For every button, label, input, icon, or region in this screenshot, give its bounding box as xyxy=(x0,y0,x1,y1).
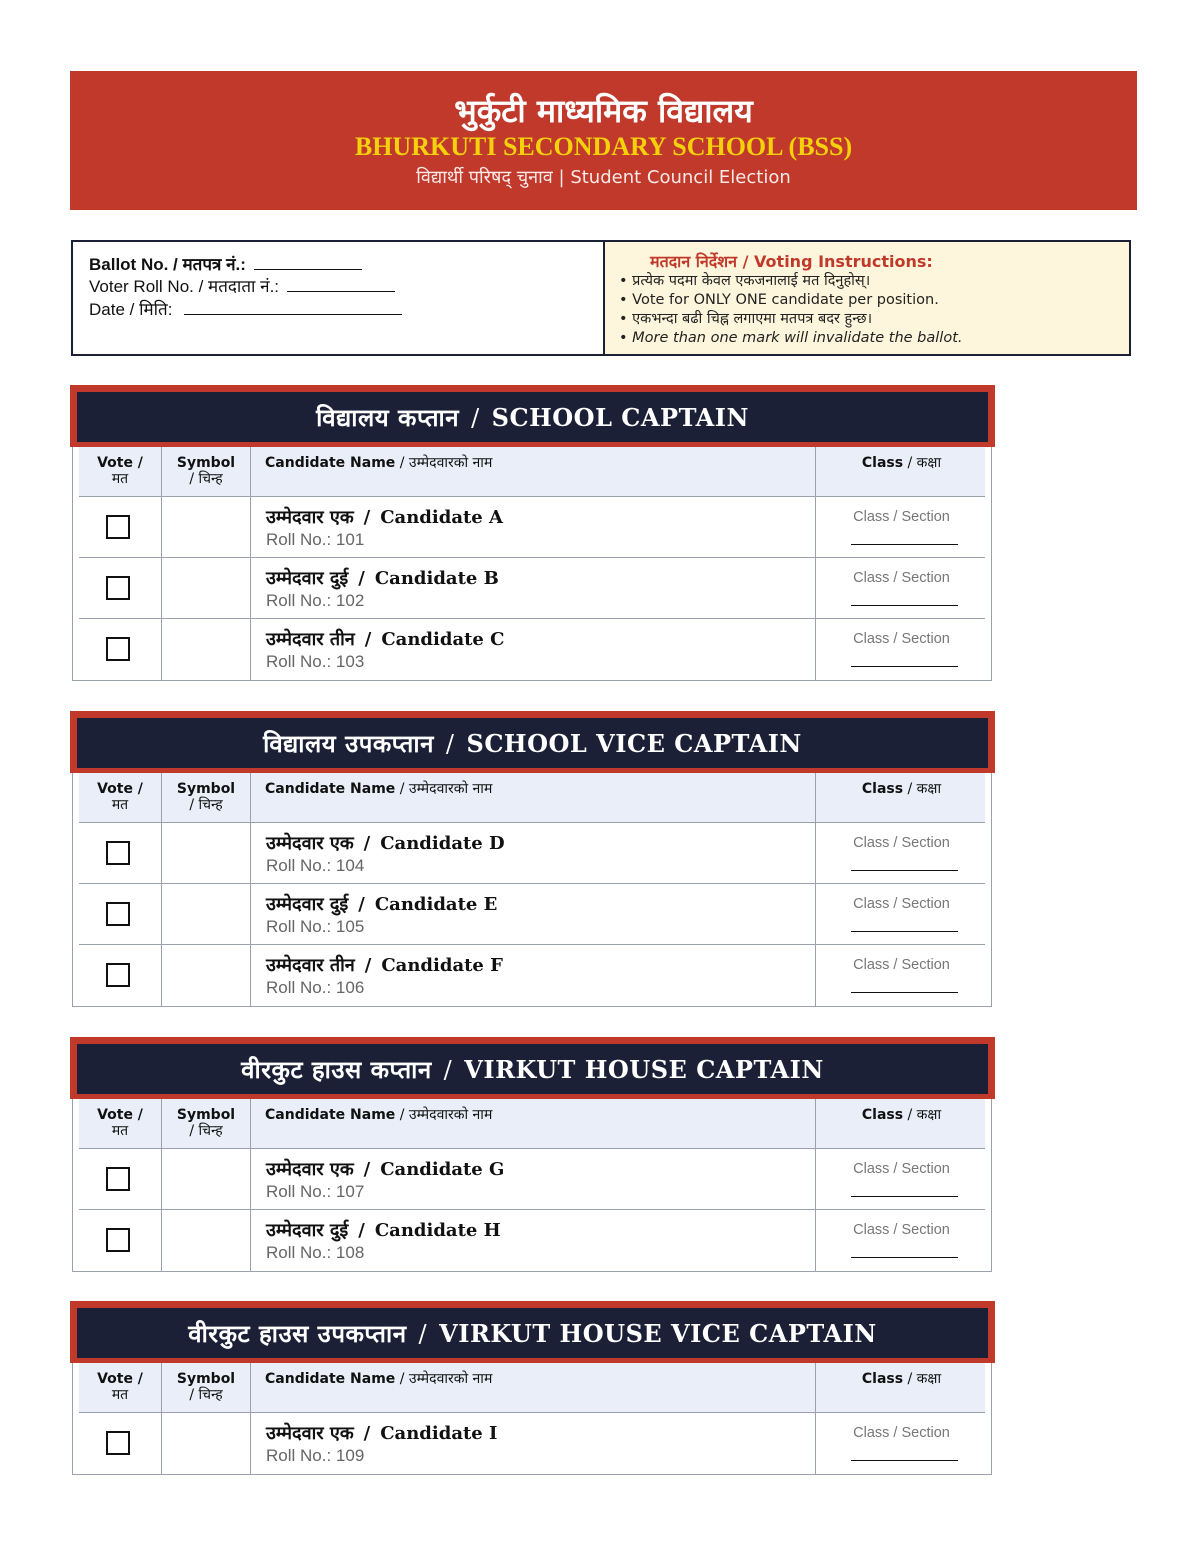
header-symbol-np: / चिन्ह xyxy=(189,471,223,487)
candidate-name-cell xyxy=(251,823,816,883)
header-name-en: Candidate Name xyxy=(265,1107,396,1123)
candidate-table xyxy=(72,773,992,1007)
header-name-np: / उम्मेदवारको नाम xyxy=(395,1371,493,1387)
position-header-bar xyxy=(77,392,988,442)
position-header-bar xyxy=(77,1044,988,1094)
vote-cell xyxy=(79,558,162,618)
vote-cell xyxy=(79,497,162,557)
header-name xyxy=(251,1099,816,1148)
symbol-cell xyxy=(162,1210,251,1271)
candidate-name-nepali: उम्मेदवार दुई xyxy=(266,1220,349,1241)
position-title-english: SCHOOL CAPTAIN xyxy=(491,402,749,432)
name-separator: / xyxy=(363,833,371,854)
vote-cell xyxy=(79,884,162,944)
class-cell xyxy=(816,884,987,944)
candidate-name-english: Candidate A xyxy=(380,507,503,528)
name-separator: / xyxy=(358,568,365,589)
table-row xyxy=(79,884,985,945)
header-class-en: Class xyxy=(861,1107,904,1123)
class-section-label: Class / Section xyxy=(853,1161,950,1177)
class-section-line[interactable] xyxy=(851,1257,958,1258)
header-symbol xyxy=(162,1099,251,1148)
instruction-line: • एकभन्दा बढी चिह्न लगाएमा मतपत्र बदर हुन्छ। xyxy=(619,311,873,327)
ballot-fields xyxy=(73,242,603,354)
candidate-rows xyxy=(73,1149,991,1271)
header-name-np: / उम्मेदवारको नाम xyxy=(395,455,493,471)
candidate-rows xyxy=(73,1413,991,1474)
candidate-name-cell xyxy=(251,497,816,557)
table-row xyxy=(79,1210,985,1271)
position-section xyxy=(70,1301,995,1475)
header-class-en: Class xyxy=(861,781,904,797)
name-separator: / xyxy=(363,1423,371,1444)
election-title: विद्यार्थी परिषद् चुनाव | Student Council Election xyxy=(416,167,791,188)
position-section xyxy=(70,385,995,681)
class-section-line[interactable] xyxy=(851,1460,958,1461)
position-title-nepali: विद्यालय उपकप्तान xyxy=(263,728,434,758)
candidate-name-nepali: उम्मेदवार एक xyxy=(266,1423,354,1444)
candidate-roll-number: Roll No.: 102 xyxy=(266,591,365,610)
voter-roll-line[interactable] xyxy=(287,275,395,292)
class-cell xyxy=(816,558,987,618)
vote-cell xyxy=(79,1413,162,1474)
table-header-row xyxy=(79,447,985,497)
header-class-np: / कक्षा xyxy=(903,1107,942,1123)
position-title xyxy=(188,1317,877,1350)
candidate-roll-number: Roll No.: 103 xyxy=(266,652,365,671)
candidate-name-english: Candidate B xyxy=(374,568,499,589)
class-section-line[interactable] xyxy=(851,666,958,667)
header-symbol-en: Symbol xyxy=(176,781,236,797)
table-header-row xyxy=(79,773,985,823)
vote-checkbox[interactable] xyxy=(106,637,130,661)
symbol-cell xyxy=(162,619,251,680)
instruction-line: • Vote for ONLY ONE candidate per position. xyxy=(619,292,939,308)
header-name-en: Candidate Name xyxy=(265,455,396,471)
ballot-info-box xyxy=(71,240,1131,356)
header-symbol-np: / चिन्ह xyxy=(189,1123,223,1139)
class-section-label: Class / Section xyxy=(853,835,950,851)
table-header-row xyxy=(79,1099,985,1149)
ballot-number-label: Ballot No. / मतपत्र नं.: xyxy=(89,255,246,274)
candidate-name-cell xyxy=(251,945,816,1006)
class-section-label: Class / Section xyxy=(853,1425,950,1441)
class-cell xyxy=(816,1149,987,1209)
symbol-cell xyxy=(162,884,251,944)
candidate-roll-number: Roll No.: 108 xyxy=(266,1243,365,1262)
candidate-name-nepali: उम्मेदवार एक xyxy=(266,507,354,528)
header-symbol-np: / चिन्ह xyxy=(189,797,223,813)
class-section-label: Class / Section xyxy=(853,570,950,586)
header-vote-np: मत xyxy=(111,1387,129,1403)
position-title xyxy=(241,1053,824,1086)
table-row xyxy=(79,497,985,558)
header-name xyxy=(251,773,816,822)
position-header xyxy=(70,385,995,447)
candidate-name xyxy=(266,1157,504,1181)
class-section-label: Class / Section xyxy=(853,509,950,525)
header-vote-np: मत xyxy=(111,471,129,487)
class-section-line[interactable] xyxy=(851,870,958,871)
title-separator: / xyxy=(418,1319,428,1348)
class-section-label: Class / Section xyxy=(853,1222,950,1238)
candidate-name xyxy=(266,627,504,651)
position-header xyxy=(70,711,995,773)
candidate-name-english: Candidate C xyxy=(381,629,505,650)
table-row xyxy=(79,823,985,884)
table-row xyxy=(79,945,985,1006)
header-class xyxy=(816,1099,987,1148)
table-row xyxy=(79,1413,985,1474)
position-section xyxy=(70,711,995,1007)
title-separator: / xyxy=(471,403,480,432)
header-name-en: Candidate Name xyxy=(265,781,396,797)
name-separator: / xyxy=(364,955,372,976)
candidate-name-english: Candidate G xyxy=(380,1159,505,1180)
candidate-table xyxy=(72,1363,992,1475)
candidate-name xyxy=(266,831,505,855)
position-title-nepali: विद्यालय कप्तान xyxy=(316,402,460,432)
vote-cell xyxy=(79,1210,162,1271)
vote-checkbox[interactable] xyxy=(106,515,130,539)
candidate-name-cell xyxy=(251,1413,816,1474)
header-name xyxy=(251,447,816,496)
header-symbol-np: / चिन्ह xyxy=(189,1387,223,1403)
candidate-name-nepali: उम्मेदवार दुई xyxy=(266,568,349,589)
header-vote-np: मत xyxy=(111,797,129,813)
class-section-label: Class / Section xyxy=(853,896,950,912)
candidate-roll-number: Roll No.: 107 xyxy=(266,1182,365,1201)
vote-checkbox[interactable] xyxy=(106,1167,130,1191)
vote-checkbox[interactable] xyxy=(106,1228,130,1252)
candidate-roll-number: Roll No.: 101 xyxy=(266,530,365,549)
ballot-number-line[interactable] xyxy=(254,253,362,270)
position-section xyxy=(70,1037,995,1272)
table-header-row xyxy=(79,1363,985,1413)
voter-roll-label: Voter Roll No. / मतदाता नं.: xyxy=(89,277,280,296)
class-section-line[interactable] xyxy=(851,931,958,932)
header-vote xyxy=(79,773,162,822)
candidate-name xyxy=(266,1421,497,1445)
header-class-np: / कक्षा xyxy=(903,781,942,797)
candidate-name-english: Candidate I xyxy=(380,1423,498,1444)
instructions-title: मतदान निर्देशन / Voting Instructions: xyxy=(650,252,933,271)
position-header-bar xyxy=(77,718,988,768)
class-cell xyxy=(816,497,987,557)
header-vote-np: मत xyxy=(111,1123,129,1139)
header-symbol xyxy=(162,773,251,822)
header-name-en: Candidate Name xyxy=(265,1371,396,1387)
position-header xyxy=(70,1301,995,1363)
name-separator: / xyxy=(363,1159,371,1180)
candidate-name xyxy=(266,892,497,916)
position-title-nepali: वीरकुट हाउस कप्तान xyxy=(241,1054,432,1084)
vote-checkbox[interactable] xyxy=(106,841,130,865)
school-name-english: BHURKUTI SECONDARY SCHOOL (BSS) xyxy=(354,132,853,161)
class-section-line[interactable] xyxy=(851,605,958,606)
voter-roll-field xyxy=(89,275,395,298)
position-title xyxy=(316,401,749,434)
candidate-roll-number: Roll No.: 105 xyxy=(266,917,365,936)
candidate-name-cell xyxy=(251,1210,816,1271)
header-vote-en: Vote / xyxy=(97,1107,143,1123)
name-separator: / xyxy=(358,894,365,915)
vote-cell xyxy=(79,619,162,680)
candidate-rows xyxy=(73,497,991,680)
header-vote xyxy=(79,1363,162,1412)
symbol-cell xyxy=(162,558,251,618)
candidate-name-cell xyxy=(251,619,816,680)
candidate-table xyxy=(72,1099,992,1272)
school-name-nepali: भुर्कुटी माध्यमिक विद्यालय xyxy=(454,92,753,130)
candidate-name-cell xyxy=(251,884,816,944)
header-symbol-en: Symbol xyxy=(176,1371,236,1387)
position-title-nepali: वीरकुट हाउस उपकप्तान xyxy=(188,1318,407,1348)
position-header-bar xyxy=(77,1308,988,1358)
symbol-cell xyxy=(162,1413,251,1474)
symbol-cell xyxy=(162,1149,251,1209)
candidate-name-nepali: उम्मेदवार तीन xyxy=(266,955,355,976)
header-symbol-en: Symbol xyxy=(176,455,236,471)
candidate-roll-number: Roll No.: 104 xyxy=(266,856,365,875)
header-symbol xyxy=(162,1363,251,1412)
candidate-name-nepali: उम्मेदवार एक xyxy=(266,833,354,854)
class-cell xyxy=(816,619,987,680)
header-class xyxy=(816,447,987,496)
title-separator: / xyxy=(443,1055,453,1084)
candidate-name-nepali: उम्मेदवार एक xyxy=(266,1159,354,1180)
header-name xyxy=(251,1363,816,1412)
position-title-english: VIRKUT HOUSE VICE CAPTAIN xyxy=(439,1318,877,1348)
header-symbol-en: Symbol xyxy=(176,1107,236,1123)
position-title xyxy=(263,727,802,760)
candidate-name xyxy=(266,505,503,529)
candidate-name-english: Candidate H xyxy=(374,1220,501,1241)
candidate-name-english: Candidate E xyxy=(374,894,498,915)
name-separator: / xyxy=(363,507,371,528)
header-class-en: Class xyxy=(861,455,904,471)
class-cell xyxy=(816,823,987,883)
school-banner xyxy=(70,71,1137,210)
table-row xyxy=(79,558,985,619)
candidate-name-cell xyxy=(251,558,816,618)
candidate-name-english: Candidate D xyxy=(380,833,505,854)
class-section-line[interactable] xyxy=(851,992,958,993)
class-cell xyxy=(816,1413,987,1474)
candidate-name-nepali: उम्मेदवार दुई xyxy=(266,894,349,915)
candidate-name xyxy=(266,1218,501,1242)
header-class-np: / कक्षा xyxy=(903,455,942,471)
candidate-name-nepali: उम्मेदवार तीन xyxy=(266,629,355,650)
class-section-label: Class / Section xyxy=(853,631,950,647)
candidate-rows xyxy=(73,823,991,1006)
position-header xyxy=(70,1037,995,1099)
ballot-number-field xyxy=(89,253,362,276)
title-separator: / xyxy=(445,729,455,758)
header-name-np: / उम्मेदवारको नाम xyxy=(395,781,493,797)
candidate-name xyxy=(266,953,503,977)
candidate-name xyxy=(266,566,499,590)
header-class-np: / कक्षा xyxy=(903,1371,942,1387)
class-cell xyxy=(816,945,987,1006)
candidate-name-english: Candidate F xyxy=(381,955,503,976)
header-class xyxy=(816,773,987,822)
position-title-english: VIRKUT HOUSE CAPTAIN xyxy=(464,1054,824,1084)
instruction-line: • प्रत्येक पदमा केवल एकजनालाई मत दिनुहोस्। xyxy=(619,273,871,289)
vote-checkbox[interactable] xyxy=(106,902,130,926)
voting-instructions xyxy=(603,242,1129,354)
date-label: Date / मिति: xyxy=(89,300,173,319)
vote-checkbox[interactable] xyxy=(106,576,130,600)
vote-cell xyxy=(79,945,162,1006)
instruction-line: • More than one mark will invalidate the ballot. xyxy=(619,330,963,346)
header-symbol xyxy=(162,447,251,496)
candidate-name-cell xyxy=(251,1149,816,1209)
vote-cell xyxy=(79,1149,162,1209)
name-separator: / xyxy=(364,629,372,650)
vote-cell xyxy=(79,823,162,883)
header-vote xyxy=(79,1099,162,1148)
symbol-cell xyxy=(162,823,251,883)
class-section-label: Class / Section xyxy=(853,957,950,973)
class-section-line[interactable] xyxy=(851,544,958,545)
date-field xyxy=(89,298,402,321)
header-vote-en: Vote / xyxy=(97,781,143,797)
class-cell xyxy=(816,1210,987,1271)
name-separator: / xyxy=(358,1220,365,1241)
symbol-cell xyxy=(162,497,251,557)
candidate-table xyxy=(72,447,992,681)
header-class-en: Class xyxy=(861,1371,904,1387)
header-vote xyxy=(79,447,162,496)
vote-checkbox[interactable] xyxy=(106,1431,130,1455)
table-row xyxy=(79,619,985,680)
vote-checkbox[interactable] xyxy=(106,963,130,987)
date-line[interactable] xyxy=(184,298,402,315)
header-vote-en: Vote / xyxy=(97,455,143,471)
header-class xyxy=(816,1363,987,1412)
table-row xyxy=(79,1149,985,1210)
symbol-cell xyxy=(162,945,251,1006)
class-section-line[interactable] xyxy=(851,1196,958,1197)
position-title-english: SCHOOL VICE CAPTAIN xyxy=(466,728,802,758)
header-name-np: / उम्मेदवारको नाम xyxy=(395,1107,493,1123)
header-vote-en: Vote / xyxy=(97,1371,143,1387)
candidate-roll-number: Roll No.: 109 xyxy=(266,1446,365,1465)
candidate-roll-number: Roll No.: 106 xyxy=(266,978,365,997)
